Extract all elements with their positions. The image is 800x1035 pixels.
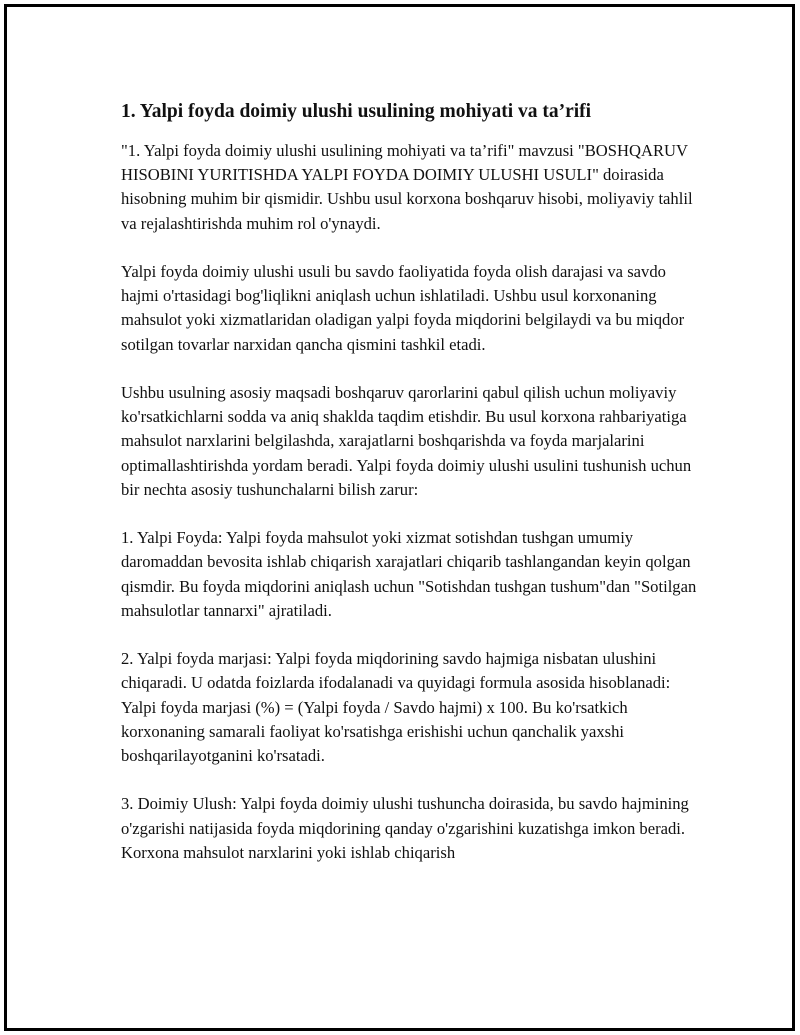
document-body bbox=[121, 99, 701, 865]
paragraph-gross-margin: 2. Yalpi foyda marjasi: Yalpi foyda miqdorining savdo hajmiga nisbatan ulushini chiqaradi. U odatda foizlarda ifodalanadi va quyidagi formula asosida hisoblanadi: Yalpi foyda marjasi (%) = (Yalpi foyda / Savdo hajmi) x 100. Bu ko'rsatkich korxonaning samarali faoliyat ko'rsatishga erishishi uchun qanchalik yaxshi boshqarilayotganini ko'rsatadi. bbox=[121, 649, 671, 766]
section-heading: 1. Yalpi foyda doimiy ulushi usulining mohiyati va ta’rifi bbox=[121, 101, 592, 122]
page-frame bbox=[4, 4, 795, 1031]
paragraph-gross-profit: 1. Yalpi Foyda: Yalpi foyda mahsulot yoki xizmat sotishdan tushgan umumiy daromaddan bevosita ishlab chiqarish xarajatlari chiqarib tashlangandan keyin qolgan qismdir. Bu foyda miqdorini aniqlash uchun "Sotishdan tushgan tushum"dan "Sotilgan mahsulotlar tannarxi" ajratiladi. bbox=[121, 528, 697, 620]
paragraph-purpose: Ushbu usulning asosiy maqsadi boshqaruv qarorlarini qabul qilish uchun moliyaviy ko'rsatkichlarni sodda va aniq shaklda taqdim etishdir. Bu usul korxona rahbariyatiga mahsulot narxlarini belgilashda, xarajatlarni boshqarishda va foyda marjalarini optimallashtirishda yordam beradi. Yalpi foyda doimiy ulushi usulini tushunish uchun bir nechta asosiy tushunchalarni bilish zarur: bbox=[121, 383, 692, 499]
paragraph-constant-share: 3. Doimiy Ulush: Yalpi foyda doimiy ulushi tushuncha doirasida, bu savdo hajmining o'zgarishi natijasida foyda miqdorining qanday o'zgarishini kuzatishga imkon beradi. Korxona mahsulot narxlarini yoki ishlab chiqarish bbox=[121, 794, 689, 862]
paragraph-intro: "1. Yalpi foyda doimiy ulushi usulining mohiyati va ta’rifi" mavzusi "BOSHQARUV HISOBINI YURITISHDA YALPI FOYDA DOIMIY ULUSHI USULI" doirasida hisobning muhim bir qismidir. Ushbu usul korxona boshqaruv hisobi, moliyaviy tahlil va rejalashtirishda muhim rol o'ynaydi. bbox=[121, 141, 693, 233]
paragraph-definition: Yalpi foyda doimiy ulushi usuli bu savdo faoliyatida foyda olish darajasi va savdo hajmi o'rtasidagi bog'liqlikni aniqlash uchun ishlatiladi. Ushbu usul korxonaning mahsulot yoki xizmatlaridan oladigan yalpi foyda miqdorini belgilaydi va bu miqdor sotilgan tovarlar narxidan qancha qismini tashkil etadi. bbox=[121, 262, 685, 354]
